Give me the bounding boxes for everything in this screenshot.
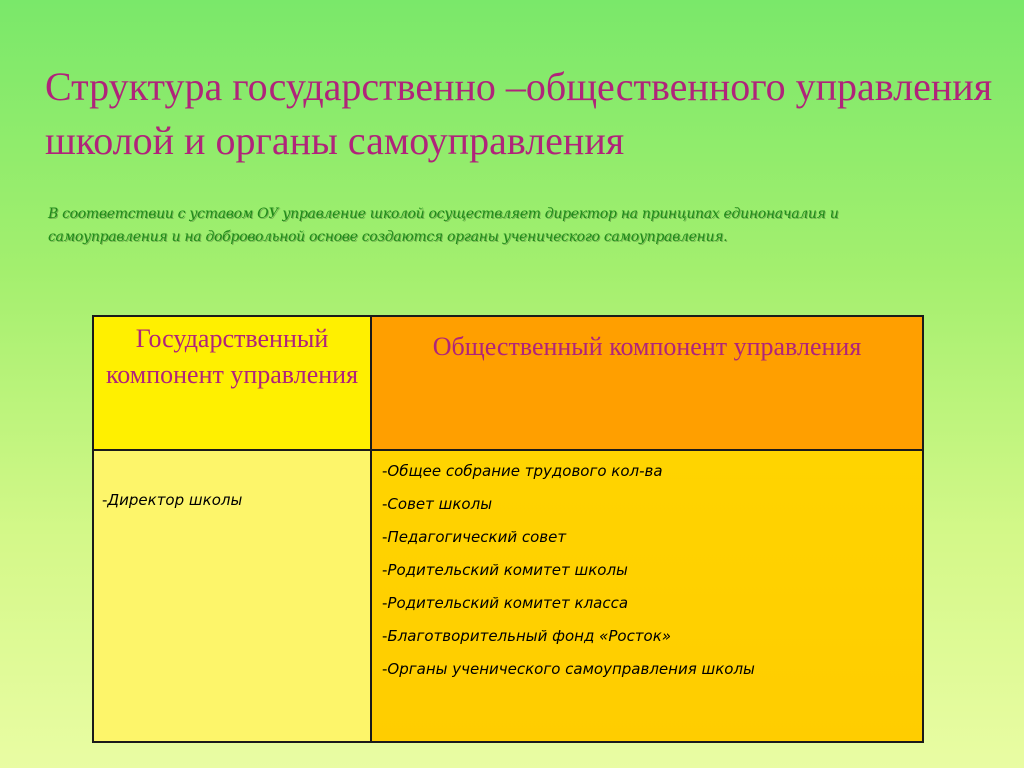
list-item: -Благотворительный фонд «Росток» [382,627,672,645]
slide-title: Структура государственно –общественного управления школой и органы самоуправления [45,64,993,163]
list-item: -Органы ученического самоуправления школы [382,660,755,678]
list-item: -Директор школы [102,491,243,509]
list-item: -Педагогический совет [382,528,567,546]
list-item: -Совет школы [382,495,493,513]
list-item: -Общее собрание трудового кол-ва [382,462,663,480]
public-component-cell [371,450,923,742]
list-item: -Родительский комитет класса [382,594,629,612]
body-row [93,450,923,742]
header-public-component: Общественный компонент управления [371,316,923,450]
slide-subtitle: В соответствии с уставом ОУ управление школой осуществляет директор на принципах единоначалия и самоуправления и на добровольной основе создаются органы ученического самоуправления. [48,206,839,245]
governance-table [92,315,924,743]
header-state-component: Государственный компонент управления [93,316,371,450]
list-item: -Родительский комитет школы [382,561,628,579]
state-component-cell [93,450,371,742]
header-row [93,316,923,450]
